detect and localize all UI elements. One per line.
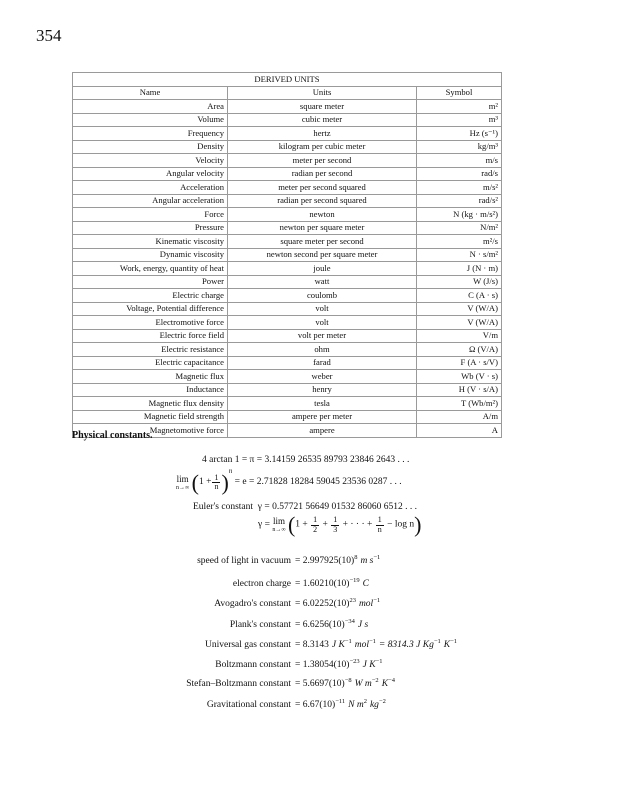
e-frac-den: n xyxy=(214,482,219,492)
pi-lhs: 4 arctan 1 = π xyxy=(202,455,255,465)
cell-units: weber xyxy=(228,370,417,384)
constant-value-group xyxy=(295,554,381,567)
cell-symbol: A/m xyxy=(417,410,502,424)
table-row xyxy=(73,221,502,235)
page-number: 354 xyxy=(36,26,62,45)
table-row xyxy=(73,343,502,357)
gamma-plus-1: + xyxy=(302,519,308,530)
section-title: Physical constants. xyxy=(72,430,153,441)
constant-label: Boltzmann constant xyxy=(215,660,291,670)
gamma-one: 1 xyxy=(295,519,301,530)
euler-value: γ = 0.57721 56649 01532 86060 6512 . . . xyxy=(257,502,417,512)
cell-name: Magnetic flux xyxy=(73,370,228,384)
constant-unit-exponent: −1 xyxy=(373,597,381,604)
constant-value: = 1.38054(10) xyxy=(295,660,350,670)
constant-value-group xyxy=(295,618,369,631)
cell-symbol: N/m² xyxy=(417,221,502,235)
cell-units: newton per square meter xyxy=(228,221,417,235)
gamma-lim-sub: n→∞ xyxy=(272,527,286,533)
constant-unit: C xyxy=(362,579,369,589)
cell-name: Velocity xyxy=(73,154,228,168)
constant-unit-3-exponent: −1 xyxy=(433,638,441,645)
constant-value: = 6.02252(10) xyxy=(295,599,350,609)
cell-symbol: m²/s xyxy=(417,235,502,249)
constant-label: Stefan–Boltzmann constant xyxy=(186,679,291,689)
constant-unit-2: kg xyxy=(369,700,379,710)
constant-value-group xyxy=(295,638,458,651)
table-row xyxy=(73,275,502,289)
constant-label: speed of light in vacuum xyxy=(197,556,291,566)
cell-name: Acceleration xyxy=(73,181,228,195)
table-row xyxy=(73,235,502,249)
table-row xyxy=(73,383,502,397)
gamma-tail: − log n xyxy=(387,519,415,530)
table-row xyxy=(73,356,502,370)
gamma-fraction-n xyxy=(376,516,384,535)
constant-unit-2: K xyxy=(381,679,389,689)
gamma-fraction-half xyxy=(311,516,319,535)
constant-unit-2-exponent: −4 xyxy=(388,677,395,684)
table-row xyxy=(73,167,502,181)
euler-label: Euler's constant xyxy=(193,502,254,512)
cell-units: ohm xyxy=(228,343,417,357)
cell-symbol: C (A · s) xyxy=(417,289,502,303)
table-row xyxy=(73,181,502,195)
cell-symbol: Hz (s⁻¹) xyxy=(417,127,502,141)
constant-unit: m s xyxy=(360,556,374,566)
table-row xyxy=(73,397,502,411)
cell-units: square meter xyxy=(228,100,417,114)
cell-name: Angular velocity xyxy=(73,167,228,181)
cell-symbol: Wb (V · s) xyxy=(417,370,502,384)
gamma-plus-2: + xyxy=(322,519,328,530)
table-row xyxy=(73,113,502,127)
cell-name: Electric capacitance xyxy=(73,356,228,370)
equation-pi xyxy=(202,456,409,466)
cell-units: watt xyxy=(228,275,417,289)
constant-unit-exponent: −1 xyxy=(375,658,383,665)
gamma-limit xyxy=(272,517,285,533)
cell-symbol: m/s² xyxy=(417,181,502,195)
e-frac-num: 1 xyxy=(214,472,219,482)
e-value: = e = 2.71828 18284 59045 23536 0287 . . . xyxy=(234,477,402,488)
header-units: Units xyxy=(228,86,417,100)
cell-symbol: rad/s² xyxy=(417,194,502,208)
header-symbol: Symbol xyxy=(417,86,502,100)
constant-value: = 8.3143 xyxy=(295,640,329,650)
cell-units: volt per meter xyxy=(228,329,417,343)
gamma-fraction-third xyxy=(331,516,339,535)
cell-name: Pressure xyxy=(73,221,228,235)
e-limit xyxy=(176,475,189,491)
cell-name: Magnetomotive force xyxy=(73,424,228,438)
constant-unit-exponent: −1 xyxy=(373,554,381,561)
e-lim-text: lim xyxy=(176,473,189,484)
header-name: Name xyxy=(73,86,228,100)
cell-name: Force xyxy=(73,208,228,222)
cell-name: Electromotive force xyxy=(73,316,228,330)
cell-symbol: Ω (V/A) xyxy=(417,343,502,357)
cell-name: Dynamic viscosity xyxy=(73,248,228,262)
cell-symbol: N (kg · m/s²) xyxy=(417,208,502,222)
cell-name: Electric resistance xyxy=(73,343,228,357)
constant-exponent: −8 xyxy=(344,677,352,684)
cell-symbol: V/m xyxy=(417,329,502,343)
constant-exponent: −23 xyxy=(349,658,360,665)
cell-symbol: F (A · s/V) xyxy=(417,356,502,370)
constant-exponent: −19 xyxy=(349,577,360,584)
cell-units: volt xyxy=(228,302,417,316)
constant-unit-exponent: 2 xyxy=(363,698,367,705)
cell-units: farad xyxy=(228,356,417,370)
e-lim-sub: n→∞ xyxy=(176,484,190,491)
cell-units: newton xyxy=(228,208,417,222)
constant-unit: J s xyxy=(357,620,369,630)
gamma-f1-num: 1 xyxy=(313,514,318,524)
cell-symbol: kg/m³ xyxy=(417,140,502,154)
constant-value: = 6.6256(10) xyxy=(295,620,345,630)
cell-symbol: m³ xyxy=(417,113,502,127)
gamma-dots: + · · · + xyxy=(342,519,373,530)
cell-name: Inductance xyxy=(73,383,228,397)
table-row xyxy=(73,127,502,141)
constant-unit: N m xyxy=(348,700,364,710)
table-row xyxy=(73,370,502,384)
constant-unit-4: K xyxy=(443,640,451,650)
cell-symbol: T (Wb/m²) xyxy=(417,397,502,411)
cell-name: Magnetic flux density xyxy=(73,397,228,411)
table-row xyxy=(73,140,502,154)
gamma-lhs: γ = xyxy=(258,519,270,530)
constant-unit: W m xyxy=(354,679,372,689)
gamma-lim-text: lim xyxy=(272,516,285,526)
cell-name: Volume xyxy=(73,113,228,127)
constant-exponent: −11 xyxy=(335,698,346,705)
cell-symbol: N · s/m² xyxy=(417,248,502,262)
table-row xyxy=(73,302,502,316)
cell-symbol: V (W/A) xyxy=(417,302,502,316)
table-row xyxy=(73,100,502,114)
cell-name: Area xyxy=(73,100,228,114)
table-row xyxy=(73,208,502,222)
derived-units-table xyxy=(72,72,502,438)
e-plus: + xyxy=(206,477,212,488)
cell-name: Work, energy, quantity of heat xyxy=(73,262,228,276)
cell-symbol: V (W/A) xyxy=(417,316,502,330)
gamma-f2-num: 1 xyxy=(333,514,338,524)
cell-units: hertz xyxy=(228,127,417,141)
gamma-f1-den: 2 xyxy=(313,524,318,534)
e-one: 1 xyxy=(198,477,204,488)
constant-value: = 6.67(10) xyxy=(295,700,336,710)
table-body xyxy=(73,100,502,438)
cell-name: Electric force field xyxy=(73,329,228,343)
table-row xyxy=(73,289,502,303)
constant-label: Plank's constant xyxy=(229,620,291,630)
table-row xyxy=(73,194,502,208)
cell-name: Electric charge xyxy=(73,289,228,303)
constant-value: = 1.60210(10) xyxy=(295,579,350,589)
cell-units: coulomb xyxy=(228,289,417,303)
e-fraction xyxy=(212,474,220,493)
cell-units: henry xyxy=(228,383,417,397)
constant-value-group xyxy=(295,658,383,671)
cell-units: kilogram per cubic meter xyxy=(228,140,417,154)
constant-label: Gravitational constant xyxy=(206,700,291,710)
table-row xyxy=(73,248,502,262)
equation-gamma-limit: γ = lim n→∞ (1 + $\frac{1}{2}$ + $\frac{1}{3}$ + · · · + $\frac{1}{n}$ − log n) xyxy=(258,512,422,537)
cell-units: square meter per second xyxy=(228,235,417,249)
cell-name: Density xyxy=(73,140,228,154)
gamma-fn-den: n xyxy=(377,524,382,534)
cell-symbol: W (J/s) xyxy=(417,275,502,289)
cell-units: ampere xyxy=(228,424,417,438)
constant-value-group xyxy=(295,698,386,711)
cell-name: Power xyxy=(73,275,228,289)
constant-unit: J K xyxy=(331,640,345,650)
cell-name: Kinematic viscosity xyxy=(73,235,228,249)
constant-value: = 2.997925(10) xyxy=(295,556,355,566)
cell-units: newton second per square meter xyxy=(228,248,417,262)
equation-euler xyxy=(193,503,417,513)
cell-name: Angular acceleration xyxy=(73,194,228,208)
table-row xyxy=(73,154,502,168)
pi-value: = 3.14159 26535 89793 23846 2643 . . . xyxy=(256,455,410,465)
constant-unit-2: mol xyxy=(354,640,369,650)
constant-value-group xyxy=(295,597,381,610)
constant-value: = 5.6697(10) xyxy=(295,679,345,689)
constant-value-group xyxy=(295,677,395,690)
constant-unit-exponent: −1 xyxy=(344,638,352,645)
cell-units: joule xyxy=(228,262,417,276)
constant-unit-4-exponent: −1 xyxy=(450,638,458,645)
constant-label: Universal gas constant xyxy=(204,640,291,650)
cell-symbol: m/s xyxy=(417,154,502,168)
cell-units: radian per second xyxy=(228,167,417,181)
table-row xyxy=(73,329,502,343)
cell-units: meter per second xyxy=(228,154,417,168)
constant-unit: mol xyxy=(358,599,374,609)
cell-symbol: rad/s xyxy=(417,167,502,181)
cell-units: radian per second squared xyxy=(228,194,417,208)
cell-units: ampere per meter xyxy=(228,410,417,424)
constant-label: electron charge xyxy=(232,579,291,589)
cell-name: Magnetic field strength xyxy=(73,410,228,424)
constant-exponent: 8 xyxy=(354,554,358,561)
constant-label: Avogadro's constant xyxy=(214,599,291,609)
e-exponent: n xyxy=(228,467,233,475)
constant-unit-2-exponent: −1 xyxy=(368,638,376,645)
cell-units: volt xyxy=(228,316,417,330)
cell-symbol: H (V · s/A) xyxy=(417,383,502,397)
table-row xyxy=(73,316,502,330)
constant-unit-3: = 8314.3 J Kg xyxy=(378,640,434,650)
cell-symbol: J (N · m) xyxy=(417,262,502,276)
gamma-fn-num: 1 xyxy=(377,514,382,524)
constant-unit-2-exponent: −2 xyxy=(378,698,386,705)
cell-units: meter per second squared xyxy=(228,181,417,195)
cell-units: cubic meter xyxy=(228,113,417,127)
equation-e: lim n→∞ (1 + $\frac{1}{n}$ )$^n$ = e = 2.71828 18284 59045 23536 0287 . . . xyxy=(176,467,402,495)
constant-exponent: 23 xyxy=(349,597,356,604)
cell-name: Voltage, Potential difference xyxy=(73,302,228,316)
table-row xyxy=(73,410,502,424)
cell-name: Frequency xyxy=(73,127,228,141)
constant-value-group xyxy=(295,577,369,590)
cell-symbol: A xyxy=(417,424,502,438)
cell-units: tesla xyxy=(228,397,417,411)
constant-unit-exponent: −2 xyxy=(371,677,379,684)
cell-symbol: m² xyxy=(417,100,502,114)
gamma-f2-den: 3 xyxy=(333,524,338,534)
constant-exponent: −34 xyxy=(344,618,355,625)
constant-unit: J K xyxy=(362,660,376,670)
table-caption: DERIVED UNITS xyxy=(73,73,502,87)
table-row xyxy=(73,262,502,276)
